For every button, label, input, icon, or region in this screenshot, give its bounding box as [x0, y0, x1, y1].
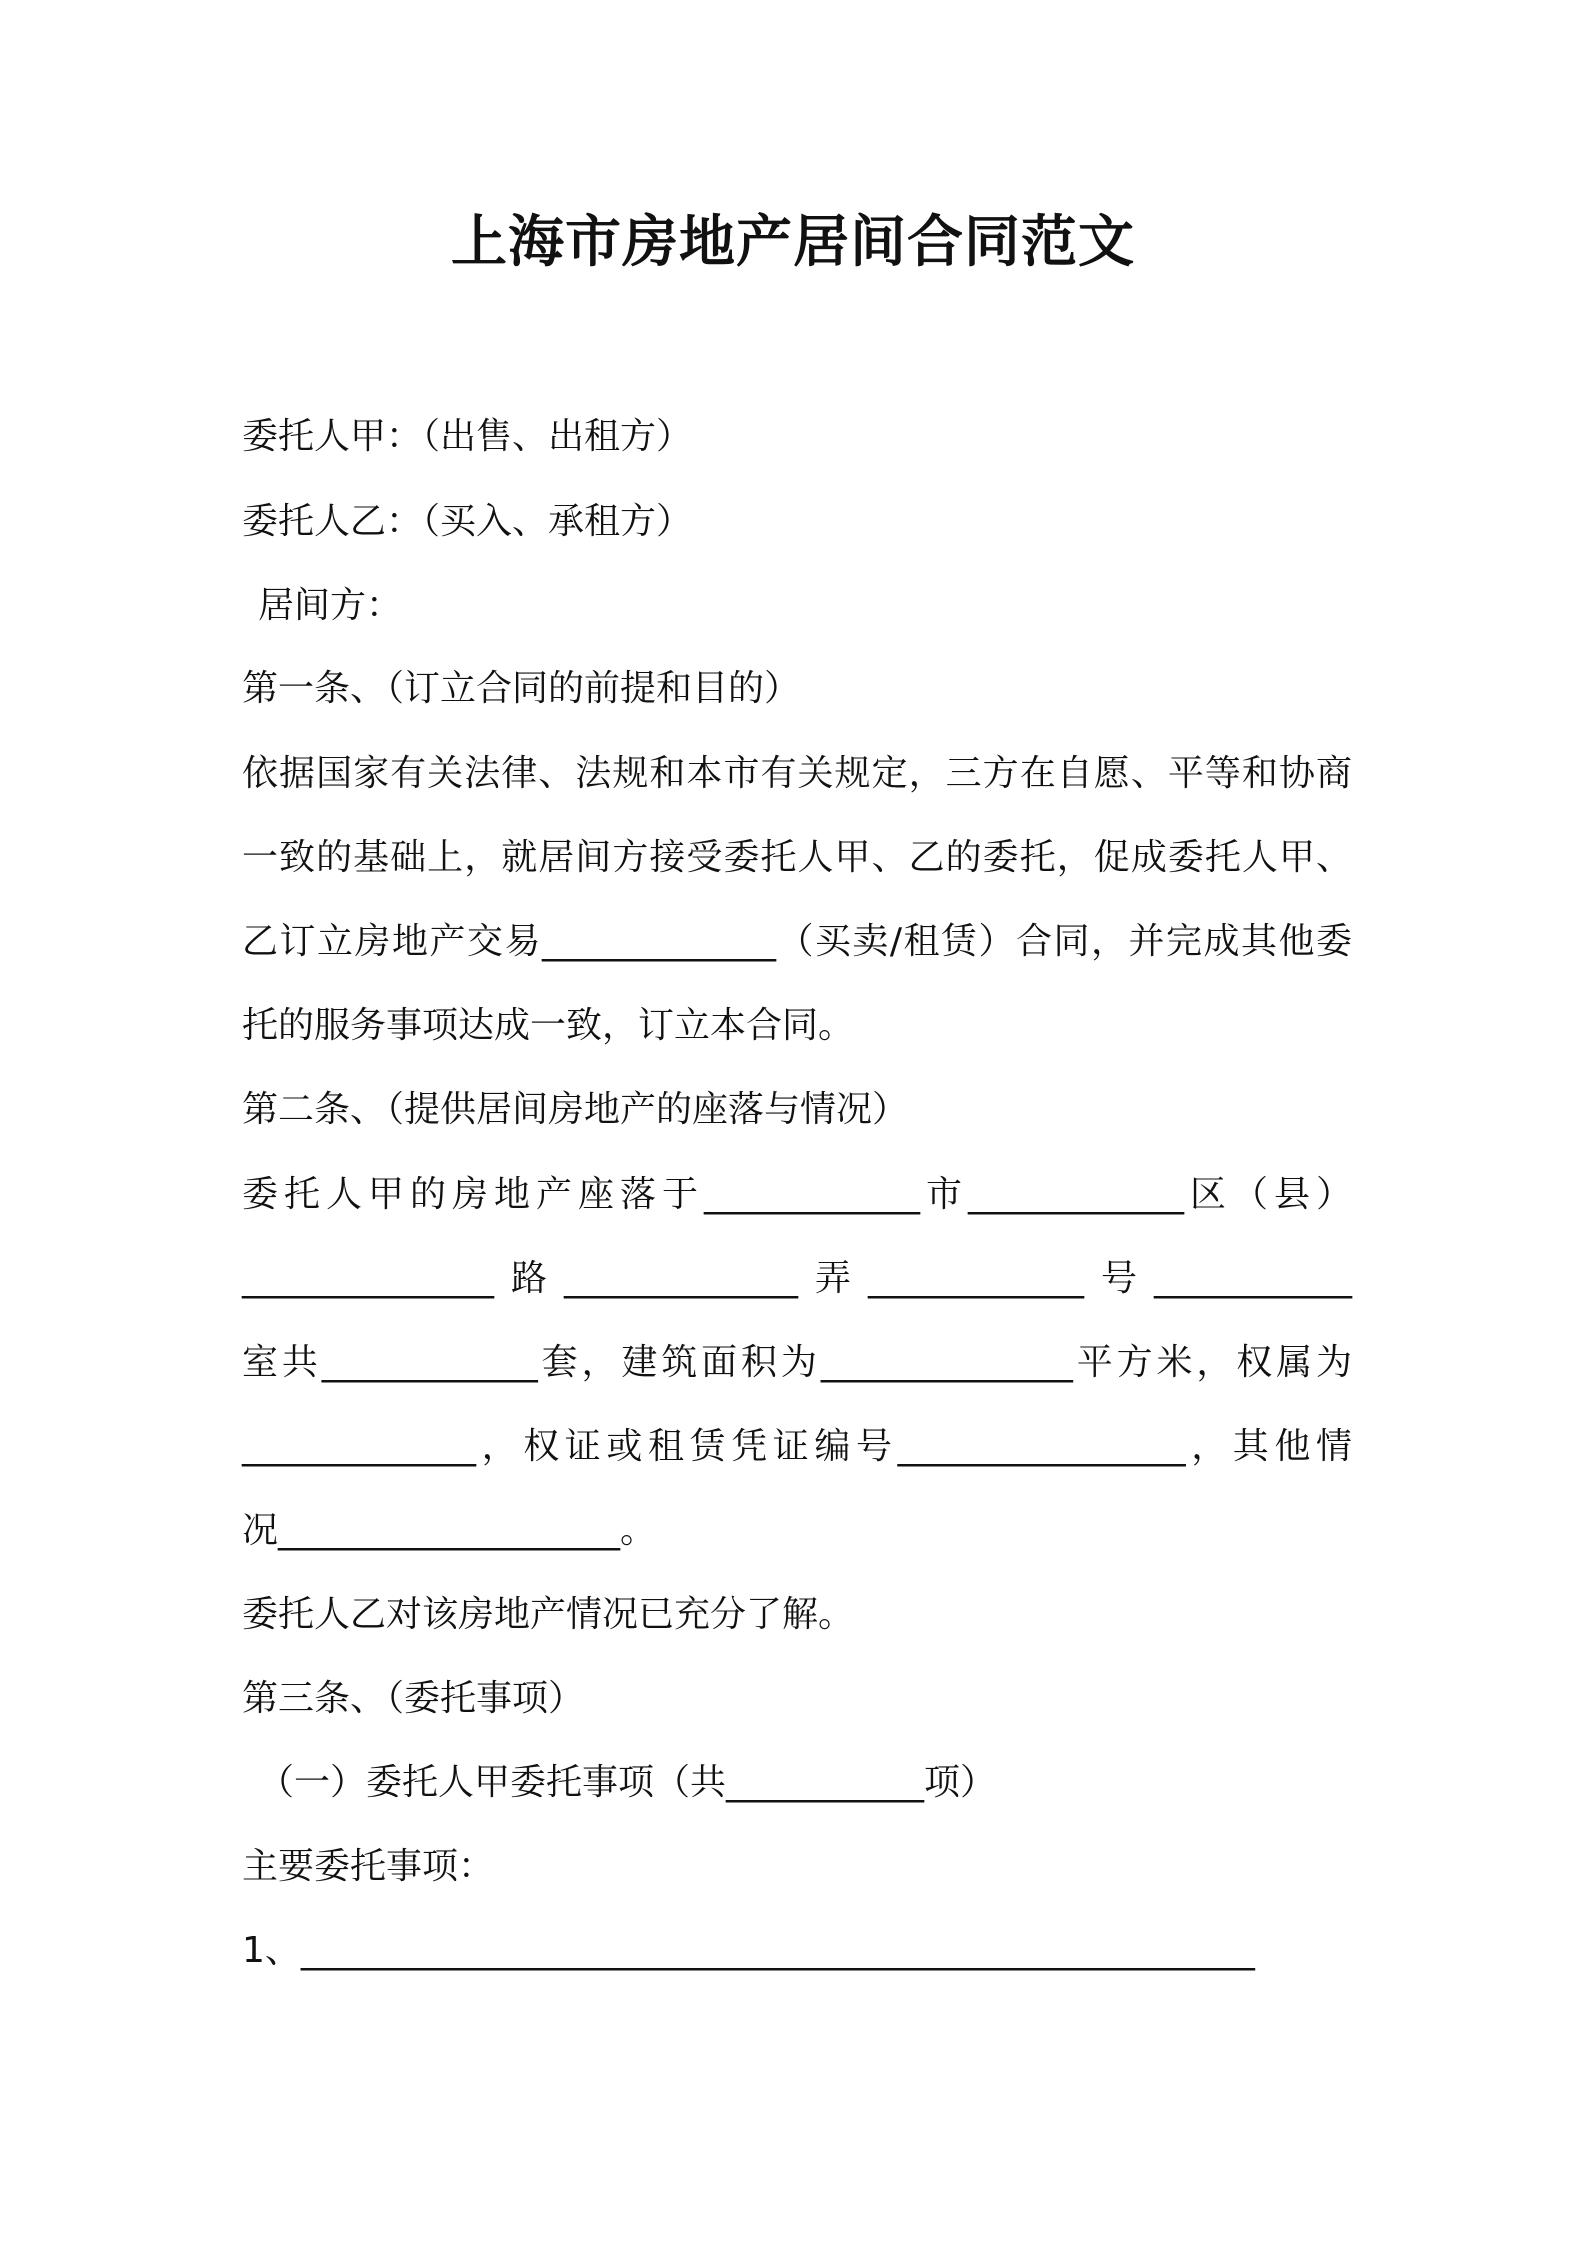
- article-2-text-3: 室共____________套，建筑面积为______________平方米，权属为: [242, 1342, 1352, 1383]
- article-3-item-1: （一）委托人甲委托事项（共___________项）: [258, 1762, 997, 1803]
- article-1-text-3: 乙订立房地产交易_____________（买卖/租赁）合同，并完成其他委: [242, 921, 1352, 962]
- article-1-text-4: 托的服务事项达成一致，订立本合同。: [242, 1005, 855, 1046]
- article-2-text-1: 委托人甲的房地产座落于____________市____________区（县）: [242, 1174, 1352, 1215]
- article-1-text-1: 依据国家有关法律、法规和本市有关规定，三方在自愿、平等和协商: [242, 753, 1352, 794]
- article-2-text-6: 委托人乙对该房地产情况已充分了解。: [242, 1594, 855, 1635]
- article-2-text-5: 况___________________。: [242, 1510, 656, 1551]
- article-1-text-2: 一致的基础上，就居间方接受委托人甲、乙的委托，促成委托人甲、: [242, 837, 1352, 878]
- party-a-line: 委托人甲：（出售、出租方）: [242, 416, 693, 457]
- article-2-heading: 第二条、（提供居间房地产的座落与情况）: [242, 1089, 909, 1130]
- entrustment-item-1: 1、_____________________________________________________: [242, 1930, 1255, 1971]
- intermediary-line: 居间方：: [258, 585, 403, 626]
- party-b-line: 委托人乙：（买入、承租方）: [242, 501, 693, 542]
- article-1-heading: 第一条、（订立合同的前提和目的）: [242, 668, 801, 709]
- document-title: 上海市房地产居间合同范文: [451, 210, 1135, 275]
- main-entrustment-label: 主要委托事项：: [242, 1846, 495, 1887]
- article-3-heading: 第三条、（委托事项）: [242, 1678, 585, 1719]
- article-2-text-4: _____________，权证或租赁凭证编号________________，其他情: [242, 1426, 1352, 1467]
- article-2-text-2: ______________路_____________弄____________号___________: [242, 1258, 1352, 1299]
